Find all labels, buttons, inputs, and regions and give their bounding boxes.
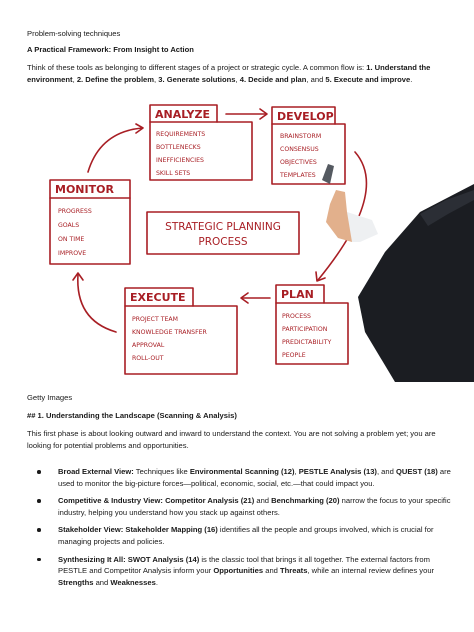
bullet-bold-run: Competitor Analysis (21) — [165, 496, 255, 506]
intro-run: , — [72, 74, 77, 84]
center-line-2: PROCESS — [198, 236, 248, 248]
bullet-bold-run: Broad External View: — [58, 467, 134, 476]
intro-run: , — [235, 74, 240, 84]
bullet-bold-run: Stakeholder View: — [58, 525, 124, 535]
intro-paragraph — [27, 62, 450, 85]
intro-bold-run: 5. Execute and improve — [325, 74, 411, 84]
bullet-run: identifies all the people and groups involved, which is crucial for managing projects and policies. — [58, 525, 434, 546]
develop-item: BRAINSTORM — [280, 133, 322, 140]
bullet-item — [27, 554, 454, 589]
technique-bullet-list — [27, 466, 454, 594]
intro-run: , and — [306, 74, 326, 84]
bullet-run: , and — [376, 467, 396, 476]
execute-item: APPROVAL — [132, 342, 165, 349]
bullet-bold-run: Benchmarking (20) — [271, 496, 340, 506]
plan-item: PREDICTABILITY — [282, 339, 332, 346]
monitor-item: IMPROVE — [58, 250, 87, 257]
analyze-item: INEFFICIENCIES — [156, 157, 204, 164]
bullet-run: and — [93, 577, 111, 587]
bullet-bold-run: QUEST (18) — [395, 467, 438, 476]
bullet-run: narrow the focus to your specific industry, helping you understand how you stack up against others. — [58, 496, 451, 517]
analyze-item: BOTTLENECKS — [156, 144, 201, 151]
businessman-arm-illustration — [322, 164, 474, 382]
intro-bold-run: 2. Define the problem — [76, 74, 155, 84]
plan-title: PLAN — [281, 288, 314, 301]
document-title: Problem-solving techniques — [27, 29, 121, 38]
arrow-execute-to-monitor — [78, 274, 116, 332]
bullet-bold-run: Opportunities — [213, 566, 264, 576]
analyze-title: ANALYZE — [155, 108, 210, 121]
strategic-planning-figure — [0, 92, 474, 382]
arrow-monitor-to-analyze — [88, 128, 142, 172]
plan-item: PARTICIPATION — [282, 326, 328, 333]
bullet-run: , — [294, 467, 299, 476]
center-line-1: STRATEGIC PLANNING — [165, 221, 281, 233]
bullet-item — [27, 466, 454, 489]
execute-title: EXECUTE — [130, 291, 186, 304]
analyze-item: REQUIREMENTS — [156, 131, 206, 138]
bullet-run: is the classic tool that brings it all together. The external factors from PESTLE and Competitor Analysis inform your — [58, 554, 430, 576]
section-heading: ## 1. Understanding the Landscape (Scanning & Analysis) — [27, 411, 237, 420]
bullet-run: . — [155, 577, 158, 587]
plan-item: PROCESS — [282, 313, 311, 320]
marker-icon — [322, 164, 334, 184]
bullet-item — [27, 495, 454, 518]
bullet-bold-run: Stakeholder Mapping (16) — [125, 525, 218, 535]
intro-bold-run: 3. Generate solutions — [158, 74, 236, 84]
monitor-item: PROGRESS — [58, 208, 92, 215]
bullet-bold-run: Competitive & Industry View: — [58, 496, 163, 506]
develop-item: TEMPLATES — [280, 172, 316, 179]
monitor-item: ON TIME — [58, 236, 85, 243]
monitor-title: MONITOR — [55, 183, 114, 196]
analyze-item: SKILL SETS — [156, 170, 191, 177]
bullet-run: and — [254, 496, 272, 506]
execute-item: KNOWLEDGE TRANSFER — [132, 329, 207, 336]
plan-item: PEOPLE — [282, 352, 306, 359]
bullet-run: are used to monitor the big-picture forces—political, economic, social, etc.—that could impact you. — [58, 467, 451, 488]
bullet-bold-run: Weaknesses — [110, 577, 156, 587]
image-credit: Getty Images — [27, 393, 73, 402]
bullet-bold-run: Threats — [280, 566, 308, 576]
execute-item: ROLL-OUT — [132, 355, 164, 362]
bullet-bold-run: SWOT Analysis (14) — [127, 554, 200, 564]
bullet-bold-run: Strengths — [58, 577, 94, 587]
develop-item: OBJECTIVES — [280, 159, 317, 166]
strategic-planning-diagram — [0, 92, 474, 382]
develop-title: DEVELOP — [277, 110, 334, 123]
intro-bold-run: 1. Understand the environment — [27, 63, 431, 84]
bullet-item — [27, 524, 454, 547]
intro-run: , — [154, 74, 159, 84]
intro-bold-run: 4. Decide and plan — [239, 74, 307, 84]
bullet-bold-run: PESTLE Analysis (13) — [298, 467, 377, 476]
bullet-bold-run: Synthesizing It All: — [58, 554, 126, 564]
section-intro: This first phase is about looking outward and inward to understand the context. You are not solving a problem yet; you are looking for potential problems and opportunities. — [27, 429, 436, 450]
intro-run: . — [410, 74, 413, 84]
intro-run: Think of these tools as belonging to different stages of a project or strategic cycle. A common flow is: — [27, 63, 367, 72]
bullet-bold-run: Environmental Scanning (12) — [189, 467, 295, 476]
execute-item: PROJECT TEAM — [132, 316, 178, 323]
bullet-run: , while an internal review defines your — [307, 566, 435, 576]
monitor-item: GOALS — [58, 222, 80, 229]
framework-heading: A Practical Framework: From Insight to Action — [27, 45, 194, 54]
bullet-run: Techniques like — [133, 467, 190, 476]
develop-item: CONSENSUS — [280, 146, 319, 153]
bullet-run: and — [263, 566, 280, 576]
